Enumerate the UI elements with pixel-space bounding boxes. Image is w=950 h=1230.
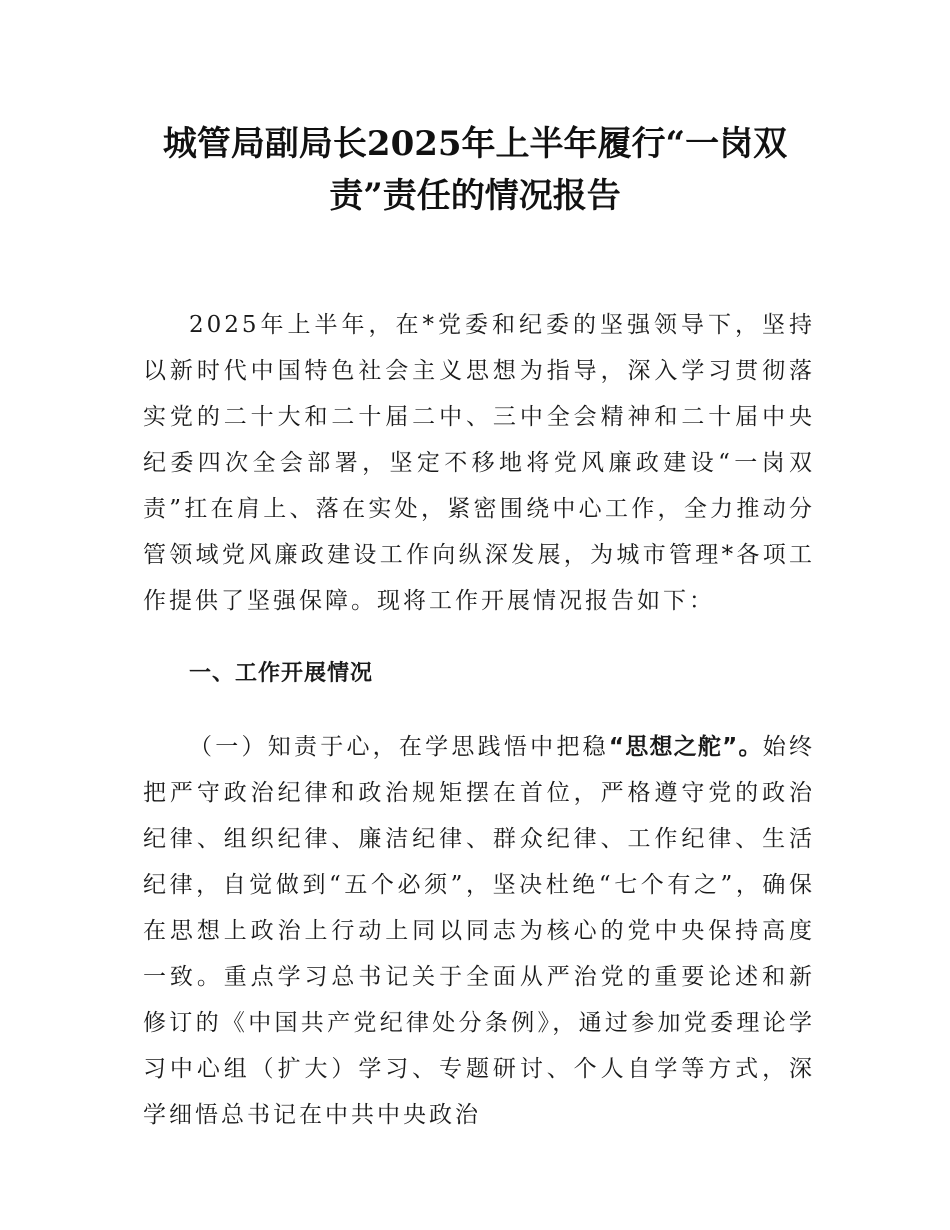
- item-paragraph-1: [143, 724, 815, 1138]
- item-body-text: 始终把严守政治纪律和政治规矩摆在首位，严格遵守党的政治纪律、组织纪律、廉洁纪律、群众纪律、工作纪律、生活纪律，自觉做到“五个必须”，坚决杜绝“七个有之”，确保在思想上政治上行动上同以同志为核心的党中央保持高度一致。重点学习总书记关于全面从严治党的重要论述和新修订的《中国共产党纪律处分条例》，通过参加党委理论学习中心组（扩大）学习、专题研讨、个人自学等方式，深学细悟总书记在中共中央政治: [143, 734, 816, 1128]
- document-title: 城管局副局长2025年上半年履行“一岗双责”责任的情况报告: [162, 124, 788, 216]
- section-heading-1: 一、工作开展情况: [189, 661, 374, 686]
- item-label: （一）知责于心，在学思践悟中把稳: [189, 734, 609, 760]
- item-lead-phrase: “思想之舵”。: [608, 734, 763, 760]
- intro-paragraph: 2025年上半年，在*党委和纪委的坚强领导下，坚持以新时代中国特色社会主义思想为指导，深入学习贯彻落实党的二十大和二十届二中、三中全会精神和二十届中央纪委四次全会部署，坚定不移地将党风廉政建设“一岗双责”扛在肩上、落在实处，紧密围绕中心工作，全力推动分管领域党风廉政建设工作向纵深发展，为城市管理*各项工作提供了坚强保障。现将工作开展情况报告如下：: [143, 312, 815, 614]
- document-body: [143, 302, 815, 1138]
